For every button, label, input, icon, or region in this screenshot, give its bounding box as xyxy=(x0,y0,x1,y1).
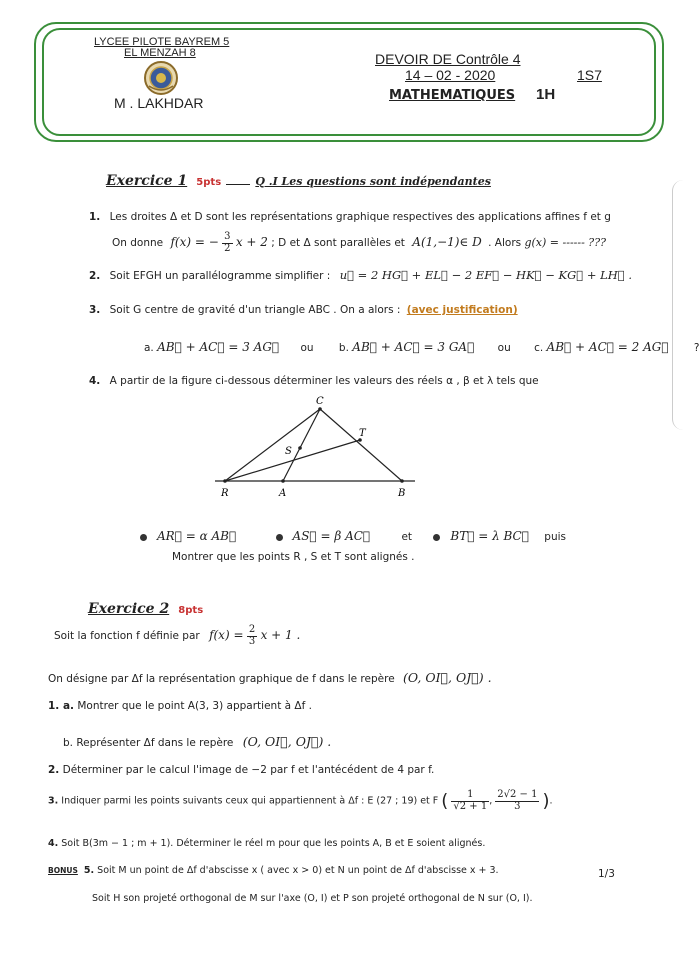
q1-fx: f(x) = − xyxy=(170,235,219,249)
q2-number: 2. xyxy=(89,270,101,282)
exam-date: 14 – 02 - 2020 xyxy=(405,67,496,83)
q1-frac-den: 2 xyxy=(224,242,231,254)
label-a: A xyxy=(279,488,287,499)
exam-title: DEVOIR DE Contrôle 4 xyxy=(375,51,521,67)
ex2-q2-text: Déterminer par le calcul l'image de −2 par f et l'antécédent de 4 par f. xyxy=(62,764,435,776)
label-c: C xyxy=(316,396,324,407)
q4-line xyxy=(89,375,649,387)
label-s: S xyxy=(285,446,292,457)
ex2-q5 xyxy=(48,865,499,876)
ex2-q3-frac1-den: √2 + 1 xyxy=(453,800,488,812)
ex2-q5-text2: Soit H son projeté orthogonal de M sur l'axe (O, I) et P son projeté orthogonal de N sur (O, I). xyxy=(92,893,533,904)
q3-options xyxy=(144,340,699,354)
ex2-repere: (O, OI⃗, OJ⃗) . xyxy=(403,670,492,685)
ex2-designe-text: On désigne par Δf la représentation graphique de f dans le repère xyxy=(48,673,395,685)
q3-option-a-label: a. xyxy=(144,342,154,354)
ex2-q5-number: 5. xyxy=(83,865,95,876)
q1-number: 1. xyxy=(89,211,101,223)
point-c xyxy=(318,407,322,411)
q4-number: 4. xyxy=(89,375,101,387)
ex2-q3-text: Indiquer parmi les points suivants ceux qui appartiennent à Δf : E (27 ; 19) et F xyxy=(61,795,439,807)
ex2-intro-text: Soit la fonction f définie par xyxy=(54,630,200,642)
relations-line xyxy=(140,529,660,543)
page-edge xyxy=(672,180,683,430)
point-a xyxy=(281,479,285,483)
point-s xyxy=(298,446,302,450)
q3-text: Soit G centre de gravité d'un triangle ABC . On a alors : xyxy=(109,304,401,316)
ex2-intro xyxy=(54,625,300,647)
bullet-icon xyxy=(433,534,440,541)
bullet-icon xyxy=(140,534,147,541)
ex2-q1a-text: Montrer que le point A(3, 3) appartient à Δf . xyxy=(77,700,312,712)
q2-expression: u⃗ = 2 HG⃗ + EL⃗ − 2 EF⃗ − HK⃗ − KG⃗ + LH⃗ . xyxy=(339,268,633,282)
q1-fx-end: x + 2 xyxy=(235,235,268,249)
q3-line xyxy=(89,304,649,316)
ex2-q1a-number: 1. a. xyxy=(48,700,75,712)
q2-line xyxy=(89,268,659,282)
ex2-q5-text: Soit M un point de Δf d'abscisse x ( avec x > 0) et N un point de Δf d'abscisse x + 3. xyxy=(97,865,499,876)
relation-2: AS⃗ = β AC⃗ xyxy=(292,529,371,543)
triangle-figure xyxy=(205,392,425,507)
q3-number: 3. xyxy=(89,304,101,316)
show-aligned: Montrer que les points R , S et T sont alignés . xyxy=(172,551,415,563)
duration: 1H xyxy=(536,86,556,103)
q1b-prefix: On donne xyxy=(112,237,164,249)
ex2-q2 xyxy=(48,764,434,776)
q2-text: Soit EFGH un parallélogramme simplifier : xyxy=(109,270,331,282)
ex2-q4 xyxy=(48,838,485,849)
page-number: 1/3 xyxy=(598,868,615,880)
ex2-q3-number: 3. xyxy=(48,795,59,807)
q1-text: Les droites Δ et D sont les représentations graphique respectives des applications affines f et g xyxy=(109,211,611,223)
q1-fraction xyxy=(222,232,232,254)
point-b xyxy=(400,479,404,483)
ex2-q3-frac2-num: 2√2 − 1 xyxy=(497,789,538,800)
ex2-q3-frac1-num: 1 xyxy=(451,790,489,802)
line-cb xyxy=(320,409,402,481)
school-line1: LYCEE PILOTE BAYREM 5 xyxy=(94,36,230,48)
ex2-fx-end: x + 1 . xyxy=(260,628,301,642)
q1b-suffix: . Alors xyxy=(488,237,522,249)
ex2-designe xyxy=(48,670,492,685)
teacher-name: M . LAKHDAR xyxy=(114,95,204,111)
bonus-label: BONUS xyxy=(48,866,78,875)
relation-1: AR⃗ = α AB⃗ xyxy=(157,529,237,543)
school-line2: EL MENZAH 8 xyxy=(124,47,196,59)
q3-option-b: AB⃗ + AC⃗ = 3 GA⃗ xyxy=(352,340,475,354)
exercise1-subtitle: Q .I Les questions sont indépendantes xyxy=(255,175,491,188)
ex2-fraction xyxy=(247,625,257,647)
q3-or2: ou xyxy=(497,342,511,354)
relation-then: puis xyxy=(544,531,567,543)
q3-option-c: AB⃗ + AC⃗ = 2 AG⃗ xyxy=(546,340,669,354)
q3-or1: ou xyxy=(300,342,314,354)
relation-and: et xyxy=(401,531,413,543)
label-b: B xyxy=(398,488,406,499)
ex2-frac-num: 2 xyxy=(248,624,256,635)
label-r: R xyxy=(221,488,229,499)
class-name: 1S7 xyxy=(577,67,602,83)
q3-question-mark: ? xyxy=(693,342,699,354)
ex2-q1b-repere: (O, OI⃗, OJ⃗) . xyxy=(242,734,332,749)
ex2-fx: f(x) = xyxy=(209,628,244,642)
point-r xyxy=(223,479,227,483)
ex2-q1a xyxy=(48,700,312,712)
school-emblem-icon xyxy=(143,60,179,96)
ex2-q1b-text: b. Représenter Δf dans le repère xyxy=(63,737,234,749)
ex2-q3: 3. Indiquer parmi les points suivants ceux qui appartiennent à Δf : E (27 ; 19) et F ( $\frac{1}{√2 + 1}$ , $\frac{2√2 - 1}{3}$ ). xyxy=(48,789,553,812)
exercise2-title: Exercice 2 xyxy=(88,601,170,617)
q1b-end: g(x) = ------ ??? xyxy=(524,236,606,249)
q1-line xyxy=(89,211,649,223)
q1-frac-num: 3 xyxy=(224,231,231,242)
ex2-q2-number: 2. xyxy=(48,764,60,776)
ex2-q4-number: 4. xyxy=(48,838,59,849)
subject: MATHEMATIQUES xyxy=(389,88,516,103)
ex2-q1b xyxy=(63,734,331,749)
ex2-q3-frac1 xyxy=(451,790,489,812)
relation-3: BT⃗ = λ BC⃗ xyxy=(450,529,529,543)
exercise1-heading xyxy=(106,170,510,189)
ex2-q3-frac2 xyxy=(495,790,539,812)
ex2-q3-frac2-den: 3 xyxy=(514,800,521,812)
ex2-q4-text: Soit B(3m − 1 ; m + 1). Déterminer le réel m pour que les points A, B et E soient alignés. xyxy=(61,838,486,849)
q1b-point: A(1,−1)∈ D xyxy=(412,235,482,249)
bullet-icon xyxy=(276,534,283,541)
q3-option-a: AB⃗ + AC⃗ = 3 AG⃗ xyxy=(157,340,280,354)
line-rt xyxy=(225,440,360,481)
q3-option-c-label: c. xyxy=(534,342,544,354)
q3-justification: (avec justification) xyxy=(406,304,518,316)
q3-option-b-label: b. xyxy=(338,342,349,354)
exercise1-points: 5pts xyxy=(196,177,222,188)
exercise2-points: 8pts xyxy=(178,605,204,616)
q1b-mid: ; D et Δ sont parallèles et xyxy=(271,237,405,249)
q4-text: A partir de la figure ci-dessous déterminer les valeurs des réels α , β et λ tels que xyxy=(109,375,539,387)
line-rc xyxy=(225,409,320,481)
q1b-line xyxy=(112,232,652,254)
exercise1-title: Exercice 1 xyxy=(106,173,188,189)
line-ac xyxy=(283,409,320,481)
label-t: T xyxy=(359,428,366,439)
exercise2-heading xyxy=(88,598,203,617)
ex2-frac-den: 3 xyxy=(248,635,256,647)
